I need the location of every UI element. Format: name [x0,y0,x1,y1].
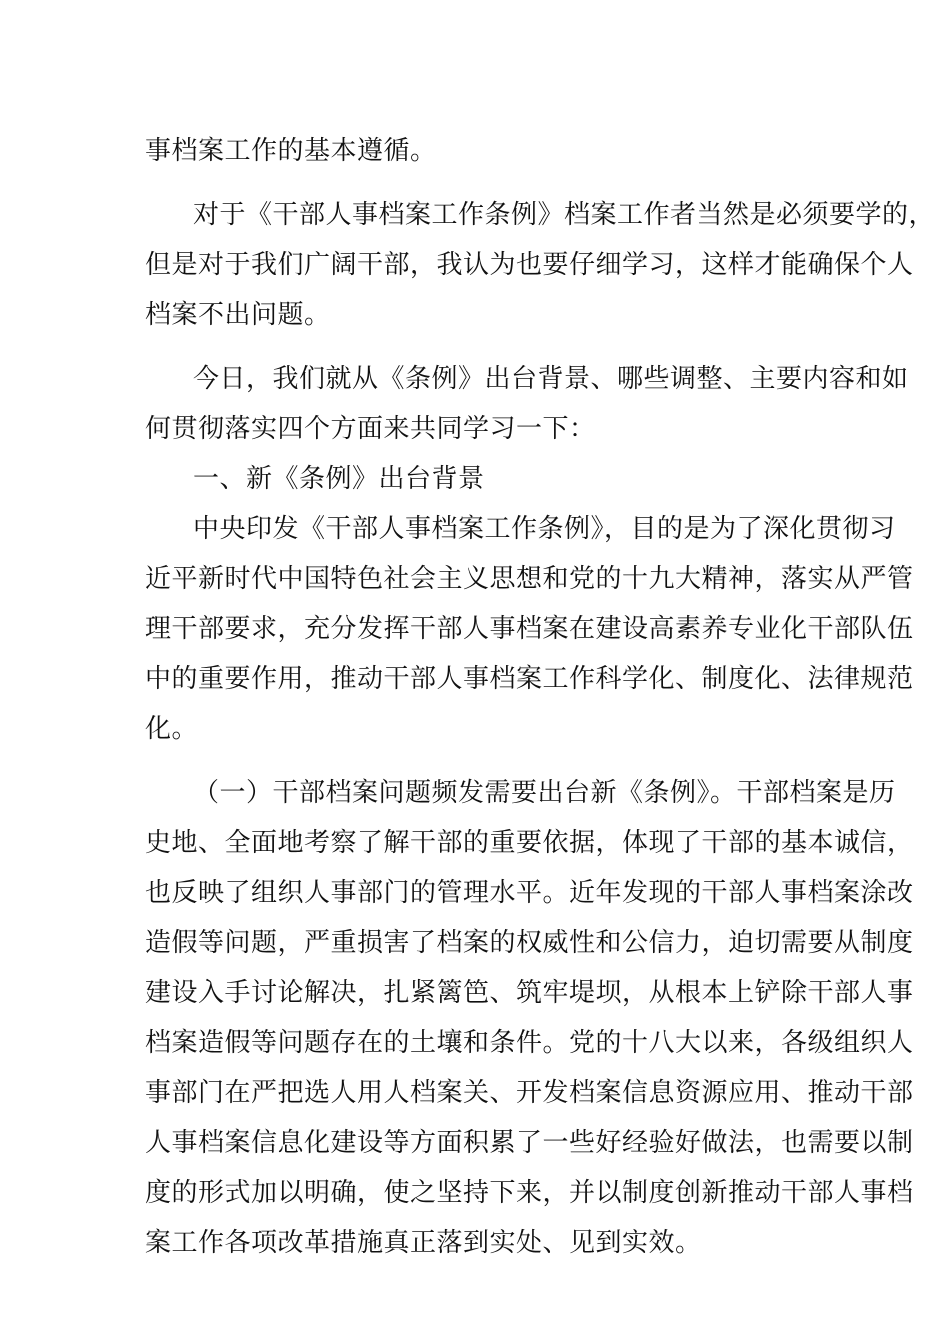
section-heading: 一、新《条例》出台背景 [193,464,485,494]
text-line: 但是对于我们广阔干部，我认为也要仔细学习，这样才能确保个人 [145,250,914,280]
text-line: 建设入手讨论解决，扎紧篱笆、筑牢堤坝，从根本上铲除干部人事 [145,978,914,1008]
text-line: 人事档案信息化建设等方面积累了一些好经验好做法，也需要以制 [145,1128,914,1158]
text-line: 档案造假等问题存在的土壤和条件。党的十八大以来，各级组织人 [145,1028,914,1058]
text-line: 何贯彻落实四个方面来共同学习一下： [145,414,596,444]
text-line: 度的形式加以明确，使之坚持下来，并以制度创新推动干部人事档 [145,1178,914,1208]
text-line: 史地、全面地考察了解干部的重要依据，体现了干部的基本诚信， [145,828,914,858]
text-line: 造假等问题，严重损害了档案的权威性和公信力，迫切需要从制度 [145,928,914,958]
paragraph-first-line: 中央印发《干部人事档案工作条例》，目的是为了深化贯彻习 [193,514,896,544]
text-line: 案工作各项改革措施真正落到实处、见到实效。 [145,1228,702,1258]
text-line: 事部门在严把选人用人档案关、开发档案信息资源应用、推动干部 [145,1078,914,1108]
text-line: 近平新时代中国特色社会主义思想和党的十九大精神，落实从严管 [145,564,914,594]
text-line: 理干部要求，充分发挥干部人事档案在建设高素养专业化干部队伍 [145,614,914,644]
document-body [145,126,936,1268]
text-line: 事档案工作的基本遵循。 [145,136,437,166]
paragraph-first-line: 今日，我们就从《条例》出台背景、哪些调整、主要内容和如 [193,364,909,394]
text-line: 也反映了组织人事部门的管理水平。近年发现的干部人事档案涂改 [145,878,914,908]
paragraph-first-line: （一）干部档案问题频发需要出台新《条例》。干部档案是历 [193,778,896,808]
paragraph-first-line: 对于《干部人事档案工作条例》档案工作者当然是必须要学的， [193,200,936,230]
text-line: 中的重要作用，推动干部人事档案工作科学化、制度化、法律规范 [145,664,914,694]
text-line: 化。 [145,714,199,744]
text-line: 档案不出问题。 [145,300,331,330]
